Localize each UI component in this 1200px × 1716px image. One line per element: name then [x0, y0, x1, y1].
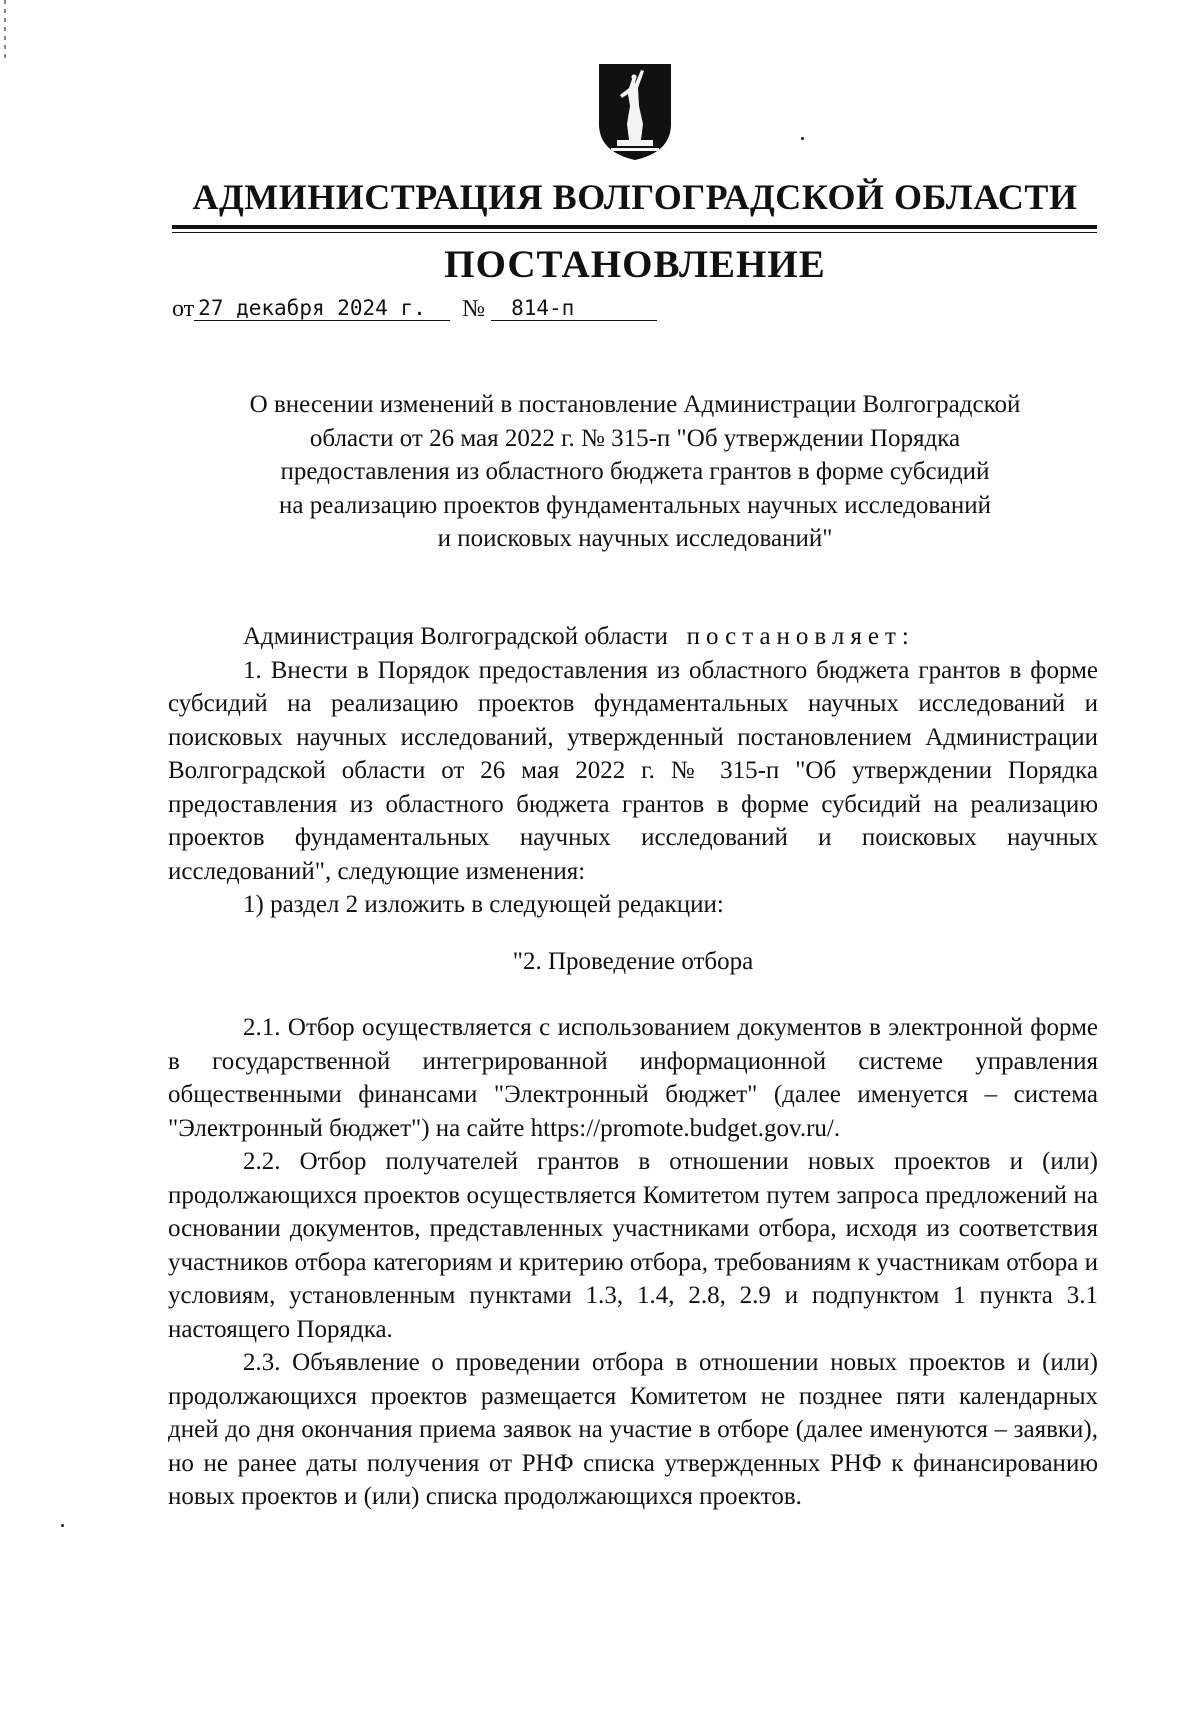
- section-heading: "2. Проведение отбора: [512, 947, 754, 975]
- preamble-subject: Администрация Волгоградской области: [243, 623, 668, 650]
- item-1: 1. Внести в Порядок предоставления из областного бюджета грантов в форме субсидий на реализацию проектов фундаментальных научных исследований и поисковых научных исследований, утвержденный постановлением Администрации Волгоградской области от 26 мая 2022 г. № 315-п "Об утверждении Порядка предоставления из областного бюджета грантов в форме субсидий на реализацию проектов фундаментальных научных исследований и поисковых научных исследований", следующие изменения:: [168, 656, 1098, 885]
- document-title: [180, 388, 1090, 556]
- paragraph-2-1: 2.1. Отбор осуществляется с использованием документов в электронной форме в государственной интегрированной информационной системе управления общественными финансами "Электронный бюджет" (далее именуется – система "Электронный бюджет") на сайте https://promote.budget.gov.ru/.: [168, 1014, 1098, 1142]
- scan-speck: [801, 137, 804, 140]
- title-line: предоставления из областного бюджета грантов в форме субсидий: [280, 458, 990, 485]
- header-rule-thin: [172, 232, 1097, 233]
- agency-name: АДМИНИСТРАЦИЯ ВОЛГОГРАДСКОЙ ОБЛАСТИ: [192, 177, 1078, 217]
- scan-edge-marks: [4, 0, 6, 60]
- title-line: на реализацию проектов фундаментальных научных исследований: [278, 491, 992, 519]
- volgograd-emblem-icon: [597, 62, 673, 162]
- number-label: №: [462, 296, 486, 322]
- document-type: ПОСТАНОВЛЕНИЕ: [444, 243, 826, 286]
- scan-speck: [61, 1524, 64, 1527]
- date-label: от: [172, 296, 195, 322]
- document-date: 27 декабря 2024 г.: [194, 296, 450, 321]
- date-number-line: [172, 296, 657, 332]
- document-number: 814-п: [491, 296, 657, 321]
- paragraph-2-2: 2.2. Отбор получателей грантов в отношении новых проектов и (или) продолжающихся проектов осуществляется Комитетом путем запроса предложений на основании документов, представленных участниками отбора, исходя из соответствия участников отбора категориям и критерию отбора, требованиям к участникам отбора и условиям, установленным пунктами 1.3, 1.4, 2.8, 2.9 и подпунктом 1 пункта 3.1 настоящего Порядка.: [168, 1148, 1098, 1343]
- preamble-verb: постановляет:: [686, 623, 915, 650]
- subitem-1: 1) раздел 2 изложить в следующей редакции:: [243, 891, 724, 918]
- paragraph-2-3: 2.3. Объявление о проведении отбора в отношении новых проектов и (или) продолжающихся проектов размещается Комитетом не позднее пяти календарных дней до дня окончания приема заявок на участие в отборе (далее именуются – заявки), но не ранее даты получения от РНФ списка утвержденных РНФ к финансированию новых проектов и (или) списка продолжающихся проектов.: [168, 1349, 1098, 1510]
- title-line: области от 26 мая 2022 г. № 315-п "Об утверждении Порядка: [309, 424, 961, 452]
- document-body: [168, 620, 1098, 1514]
- title-line: О внесении изменений в постановление Администрации Волгоградской: [249, 391, 1021, 418]
- preamble: [168, 620, 1098, 654]
- title-line: и поисковых научных исследований": [437, 525, 833, 552]
- header-rule-thick: [172, 225, 1097, 229]
